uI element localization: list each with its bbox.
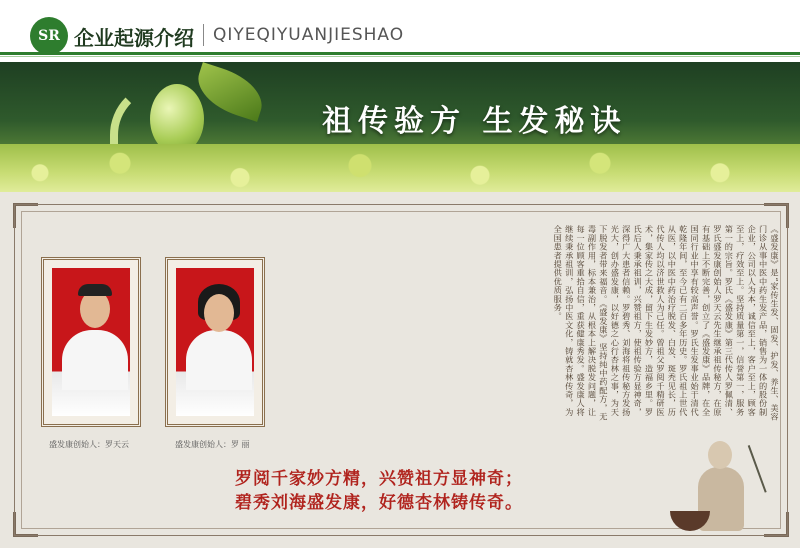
company-logo-icon: SR: [30, 17, 68, 55]
header-rule-thin: [0, 56, 800, 57]
intro-panel: [0, 192, 800, 548]
banner-title: 祖传验方 生发秘诀: [322, 104, 627, 139]
corner-ornament-icon: [13, 512, 38, 537]
grass-decoration: [0, 144, 800, 192]
company-story: 《盛发康》是“家传生发、固发、护发、养生、美容门诊从事中医中药生发产品，销售为一体的股份制企业，公司以人为本，诚信至上，客户至上，顾客至上，疗效至上。坚持质量第一，信誉第一，服务第一的宗旨。罗氏《盛发康》第三代传人罗佩清、罗氏盛发康创始人罗天云先生继承祖传秘方，在原有基础上不断完善，创立了《盛发康》品牌，在全国同行业中享有较高声誉。罗氏生发事业始于清代乾隆年间，至今已有二百多年历史。罗氏祖上世代从医，以中医中药治疗脱发、白发、斑秃见长，历代传人均以济世救人为己任。曾祖父罗阅千精研医术，集家传之大成，留下生发妙方，造福乡里。罗氏后人秉承祖训，兴赞祖方，使祖传验方显神奇，深得广大患者信赖。罗碧秀、刘海将祖传秘方发扬光大，创办盛发康，以好德之心行杏林之事，为天下脱发者带来福音。《盛发康》坚持纯中药配方，无毒副作用，标本兼治，从根本上解决脱发问题，让每一位顾客重拾自信，重获健康秀发。盛发康人将继续秉承祖训，弘扬中医文化，铸就杏林传奇，为全国患者提供优质服务。: [553, 225, 780, 422]
corner-ornament-icon: [13, 203, 38, 228]
ornamental-frame: [14, 204, 788, 536]
page-title-pinyin: QIYEQIYUANJIESHAO: [213, 25, 405, 45]
photo-frame-founder-2: [165, 257, 265, 427]
header-rule: [0, 52, 800, 55]
page-title: 企业起源介绍: [74, 26, 194, 50]
founder-male-portrait: [52, 268, 130, 416]
poem: [235, 467, 523, 515]
poem-line: 罗阅千家妙方精，兴赞祖方显神奇；: [235, 469, 523, 489]
hero-banner: [0, 62, 800, 192]
poem-line: 碧秀刘海盛发康，好德杏林铸传奇。: [235, 493, 523, 513]
photo-caption: 盛发康创始人：罗天云: [49, 440, 129, 449]
founder-female-portrait: [176, 268, 254, 416]
photo-caption: 盛发康创始人：罗 丽: [175, 440, 250, 449]
page-header: [0, 0, 800, 62]
photo-frame-founder-1: [41, 257, 141, 427]
title-divider: [203, 24, 204, 46]
